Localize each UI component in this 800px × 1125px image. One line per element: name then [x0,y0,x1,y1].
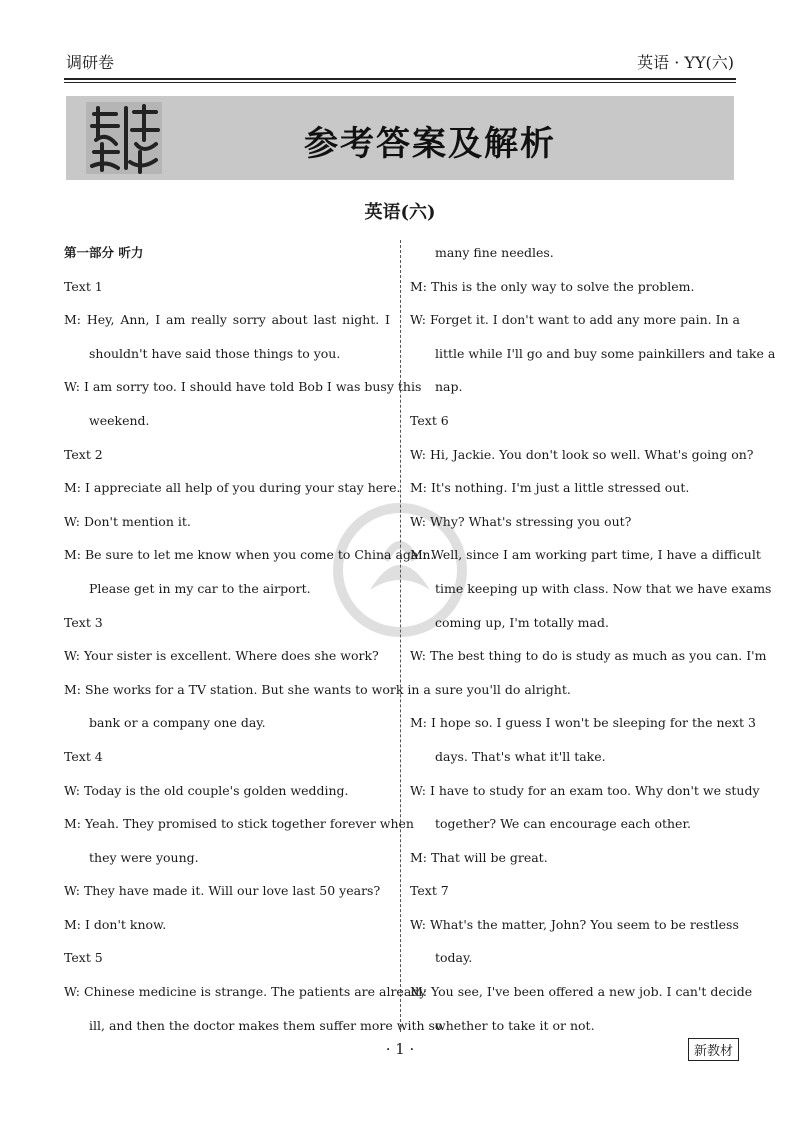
transcript-line: they were young. [89,849,199,865]
transcript-line: W: They have made it. Will our love last 50 years? [64,883,381,899]
transcript-line: M: I don't know. [64,916,167,932]
transcript-line: M: You see, I've been offered a new job. I can't decide [410,984,753,1000]
transcript-line: Please get in my car to the airport. [89,580,311,596]
transcript-line: whether to take it or not. [435,1017,595,1033]
transcript-line: W: What's the matter, John? You seem to be restless [410,916,739,932]
transcript-line: M: She works for a TV station. But she wants to work in a [64,681,431,697]
transcript-line: M: This is the only way to solve the problem. [410,278,695,294]
transcript-line: M: It's nothing. I'm just a little stressed out. [410,480,690,496]
transcript-line: ill, and then the doctor makes them suffer more with so [89,1017,443,1033]
transcript-line: coming up, I'm totally mad. [435,614,609,630]
transcript-line: W: I have to study for an exam too. Why don't we study [410,782,760,798]
transcript-line: shouldn't have said those things to you. [89,345,341,361]
answer-banner [66,96,734,180]
transcript-line: days. That's what it'll take. [435,748,606,764]
header-rule-thin [64,82,736,83]
transcript-line: W: Today is the old couple's golden wedding. [64,782,349,798]
transcript-line: W: Hi, Jackie. You don't look so well. What's going on? [410,446,754,462]
column-divider [400,240,401,1032]
transcript-line: M: I hope so. I guess I won't be sleeping for the next 3 [410,715,756,731]
transcript-line: M: Well, since I am working part time, I have a difficult [410,547,761,563]
transcript-line: W: The best thing to do is study as much as you can. I'm [410,648,767,664]
transcript-line: W: Forget it. I don't want to add any more pain. In a [410,312,740,328]
transcript-line: W: Why? What's stressing you out? [410,513,632,529]
header-right-label: 英语 · YY(六) [637,53,734,72]
transcript-line: Text 6 [410,412,449,428]
transcript-line: W: Chinese medicine is strange. The patients are already [64,984,427,1000]
transcript-line: many fine needles. [435,245,554,260]
transcript-line: Text 3 [64,614,103,630]
transcript-line: M: I appreciate all help of you during your stay here. [64,480,401,496]
transcript-line: Text 5 [64,950,103,966]
transcript-line: little while I'll go and buy some painkillers and take a [435,345,776,361]
right-column [410,236,776,1042]
transcript-line: bank or a company one day. [89,715,266,731]
header-left-label: 调研卷 [66,53,115,72]
header-rule [64,78,736,80]
transcript-line: time keeping up with class. Now that we have exams [435,580,772,596]
transcript-line: W: Your sister is excellent. Where does she work? [64,648,379,664]
transcript-line: M: Yeah. They promised to stick together forever when [64,816,414,832]
transcript-line: Text 7 [410,883,449,899]
transcript-line: Text 2 [64,446,103,462]
transcript-line: M: Be sure to let me know when you come to China again. [64,547,435,563]
transcript-line: weekend. [89,412,150,428]
transcript-line: together? We can encourage each other. [435,816,692,832]
transcript-line: Text 4 [64,748,103,764]
transcript-line: nap. [435,379,463,395]
transcript-line: 第一部分 听力 [64,245,144,260]
transcript-line: today. [435,950,473,966]
transcript-line: sure you'll do alright. [435,681,571,697]
transcript-line: M: That will be great. [410,849,548,865]
transcript-line: W: I am sorry too. I should have told Bob I was busy this [64,379,422,395]
section-subtitle: 英语(六) [364,202,436,223]
transcript-line: Text 1 [64,278,103,294]
banner-title: 参考答案及解析 [304,124,556,164]
transcript-line: W: Don't mention it. [64,513,191,529]
page-number: · 1 · [385,1040,415,1058]
edition-badge: 新教材 [688,1038,739,1061]
transcript-line: M: Hey, Ann, I am really sorry about last night. I [64,312,390,328]
